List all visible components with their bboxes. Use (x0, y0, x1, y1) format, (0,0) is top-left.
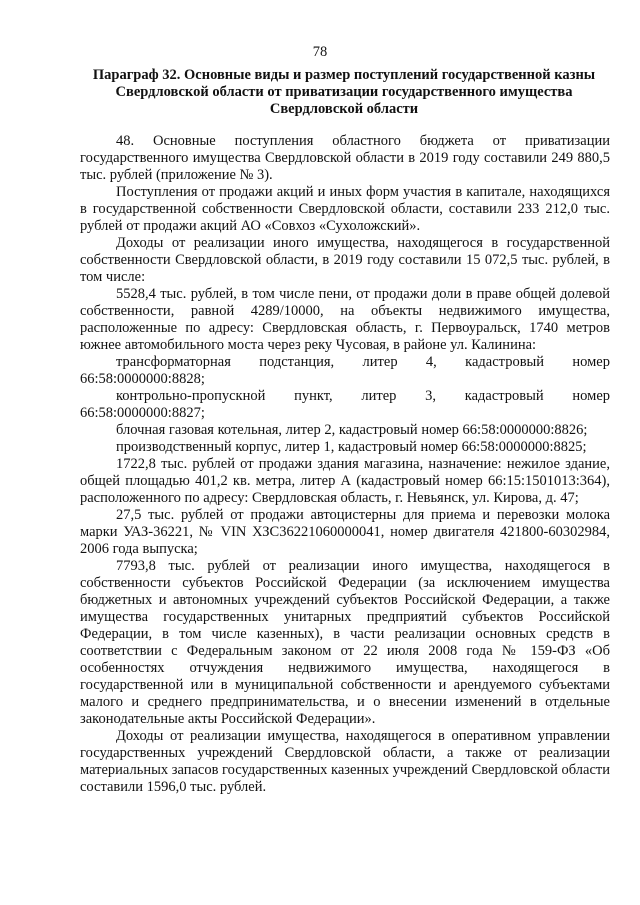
paragraph-item-tank-truck: 27,5 тыс. рублей от продажи автоцистерны для приема и перевозки молока марки УАЗ-36221, № VIN ХЗС36221060000041, номер двигателя 421800-60302984, 2006 года выпуска; (80, 507, 610, 557)
paragraph-other-property-revenue: Доходы от реализации иного имущества, находящегося в государственной собственности Свердловской области, в 2019 году составили 15 072,5 тыс. рублей, в том числе: (80, 235, 610, 285)
paragraph-item-shop-building: 1722,8 тыс. рублей от продажи здания магазина, назначение: нежилое здание, общей площадью 401,2 кв. метра, литер А (кадастровый номер 66:15:1501013:364), расположенного по адресу: Свердловская область, г. Невьянск, ул. Кирова, д. 47; (80, 456, 610, 506)
section-heading (78, 67, 610, 118)
heading-line-2: Свердловской области от приватизации государственного имущества (115, 84, 573, 100)
paragraph-item-transformer-substation: трансформаторная подстанция, литер 4, кадастровый номер 66:58:0000000:8828; (80, 354, 610, 387)
heading-line-1: Параграф 32. Основные виды и размер поступлений государственной казны (92, 67, 596, 83)
paragraph-shares-revenue: Поступления от продажи акций и иных форм участия в капитале, находящихся в государственной собственности Свердловской области, составили 233 212,0 тыс. рублей от продажи акций АО «Совхоз «Сухоложский». (80, 184, 610, 234)
paragraph-item-checkpoint: контрольно-пропускной пункт, литер 3, кадастровый номер 66:58:0000000:8827; (80, 388, 610, 421)
paragraph-item-boiler-house: блочная газовая котельная, литер 2, кадастровый номер 66:58:0000000:8826; (116, 422, 588, 438)
paragraph-item-shared-ownership: 5528,4 тыс. рублей, в том числе пени, от продажи доли в праве общей долевой собственности, равной 4289/10000, на объекты недвижимого имущества, расположенные по адресу: Свердловская область, г. Первоуральск, 1740 метров южнее автомобильного моста через реку Чусовая, в районе ул. Калинина: (80, 286, 610, 353)
page-number: 78 (312, 44, 328, 60)
paragraph-main-revenue: 48. Основные поступления областного бюджета от приватизации государственного имущества Свердловской области в 2019 году составили 249 880,5 тыс. рублей (приложение № 3). (80, 133, 610, 183)
paragraph-item-federal-law-sales: 7793,8 тыс. рублей от реализации иного имущества, находящегося в собственности субъектов Российской Федерации (за исключением имущества бюджетных и автономных учреждений субъектов Российской Федерации, а также имущества государственных унитарных предприятий субъектов Российской Федерации, в том числе казенных), в части реализации основных средств в соответствии с Федеральным законом от 22 июля 2008 года № 159-ФЗ «Об особенностях отчуждения недвижимого имущества, находящегося в государственной или в муниципальной собственности и арендуемого субъектами малого и среднего предпринимательства, и о внесении изменений в отдельные законодательные акты Российской Федерации». (80, 558, 610, 727)
paragraph-item-production-building: производственный корпус, литер 1, кадастровый номер 66:58:0000000:8825; (116, 439, 587, 455)
heading-line-3: Свердловской области (269, 101, 419, 117)
paragraph-operational-management-revenue: Доходы от реализации имущества, находящегося в оперативном управлении государственных учреждений Свердловской области, а также от реализации материальных запасов государственных казенных учреждений Свердловской области составили 1596,0 тыс. рублей. (80, 728, 610, 795)
body-text (80, 133, 610, 796)
